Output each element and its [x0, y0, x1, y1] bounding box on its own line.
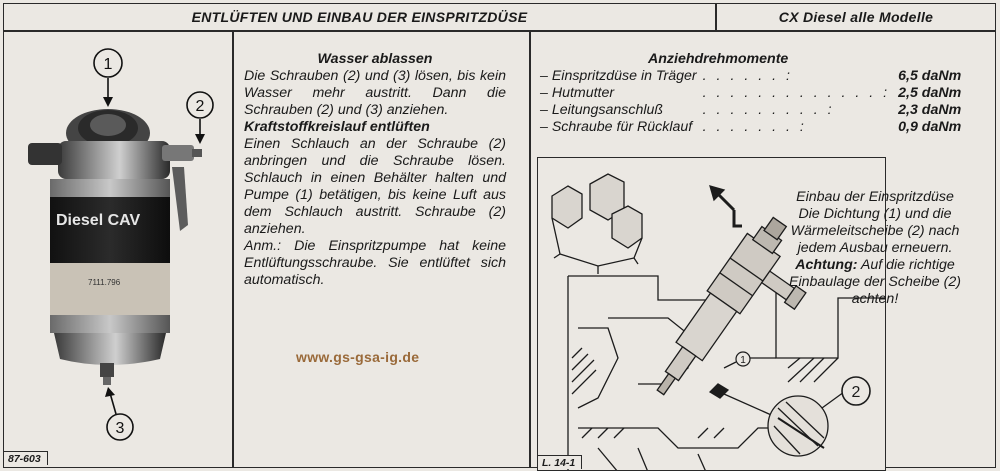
warning-text: Auf die richtige Einbaulage der Scheibe (2) achten! — [789, 257, 961, 307]
warning-label: Achtung: — [795, 257, 858, 273]
torque-value: 6,5 daNm — [898, 68, 962, 84]
page-title: ENTLÜFTEN UND EINBAU DER EINSPRITZDÜSE — [191, 9, 528, 25]
header-right-cell — [717, 4, 995, 30]
svg-text:2: 2 — [851, 384, 861, 401]
diagram-callout-2 — [842, 377, 870, 405]
torque-item: – Leitungsanschluß — [540, 102, 664, 118]
install-instructions — [770, 189, 980, 308]
torque-item: – Schraube für Rücklauf — [540, 119, 693, 135]
torque-dots: . . . . . . . : — [702, 119, 807, 135]
callout-1 — [94, 49, 122, 107]
torque-dots: . . . . . . : — [702, 68, 793, 84]
install-text: Die Dichtung (1) und die Wärmeleitscheibe (2) nach jedem Ausbau erneuern. — [790, 206, 960, 256]
watermark-url: www.gs-gsa-ig.de — [296, 349, 420, 365]
torque-value: 2,3 daNm — [898, 102, 962, 118]
svg-text:1: 1 — [103, 56, 113, 73]
torque-title: Anziehdrehmomente — [648, 51, 789, 67]
bleed-fuel-title: Kraftstoffkreislauf entlüften — [244, 119, 430, 135]
torque-row — [540, 68, 961, 85]
torque-dots: . . . . . . . . . . . . . : — [702, 85, 891, 101]
drain-water-section — [244, 51, 506, 289]
callout-2 — [187, 92, 213, 144]
page-header — [3, 3, 996, 32]
column-divider-left — [232, 31, 234, 467]
torque-item: – Hutmutter — [540, 85, 615, 101]
diagram-figure-label: L. 14-1 — [538, 455, 582, 469]
svg-text:1: 1 — [740, 355, 746, 366]
photo-callouts — [4, 33, 231, 468]
photo-figure-label: 87-603 — [4, 451, 48, 465]
torque-section — [540, 51, 980, 136]
column-divider-right — [529, 31, 531, 467]
filter-brand-text: Diesel CAV — [56, 212, 141, 229]
torque-row — [540, 119, 961, 136]
install-title: Einbau der Einspritzdüse — [796, 189, 954, 205]
torque-table — [540, 68, 961, 136]
header-left-cell — [4, 4, 717, 30]
torque-row — [540, 102, 961, 119]
model-title: CX Diesel alle Modelle — [778, 9, 934, 25]
drain-water-title: Wasser ablassen — [317, 51, 433, 67]
bleed-fuel-text: Einen Schlauch an der Schraube (2) anbringen und die Schraube lösen. Schlauch in einen Behälter halten und Pumpe (1) betätigen, bis keine Luft aus dem Schlauch austritt. Schraube (2) anziehen. — [244, 136, 506, 237]
filter-part-number: 7111.796 — [88, 278, 121, 287]
svg-text:3: 3 — [115, 420, 125, 437]
torque-row — [540, 85, 961, 102]
pump-note: Anm.: Die Einspritzpumpe hat keine Entlüftungsschraube. Sie entlüftet sich automatisch. — [244, 238, 506, 288]
torque-value: 2,5 daNm — [898, 85, 962, 101]
torque-item: – Einspritzdüse in Träger — [540, 68, 697, 84]
diagram-callout-1 — [736, 352, 750, 366]
drain-water-text: Die Schrauben (2) und (3) lösen, bis kein Wasser mehr austritt. Dann die Schrauben (2) und (3) anziehen. — [244, 68, 506, 118]
callout-3 — [105, 387, 133, 440]
torque-value: 0,9 daNm — [898, 119, 962, 135]
torque-dots: . . . . . . . . . : — [702, 102, 835, 118]
svg-text:2: 2 — [195, 98, 205, 115]
